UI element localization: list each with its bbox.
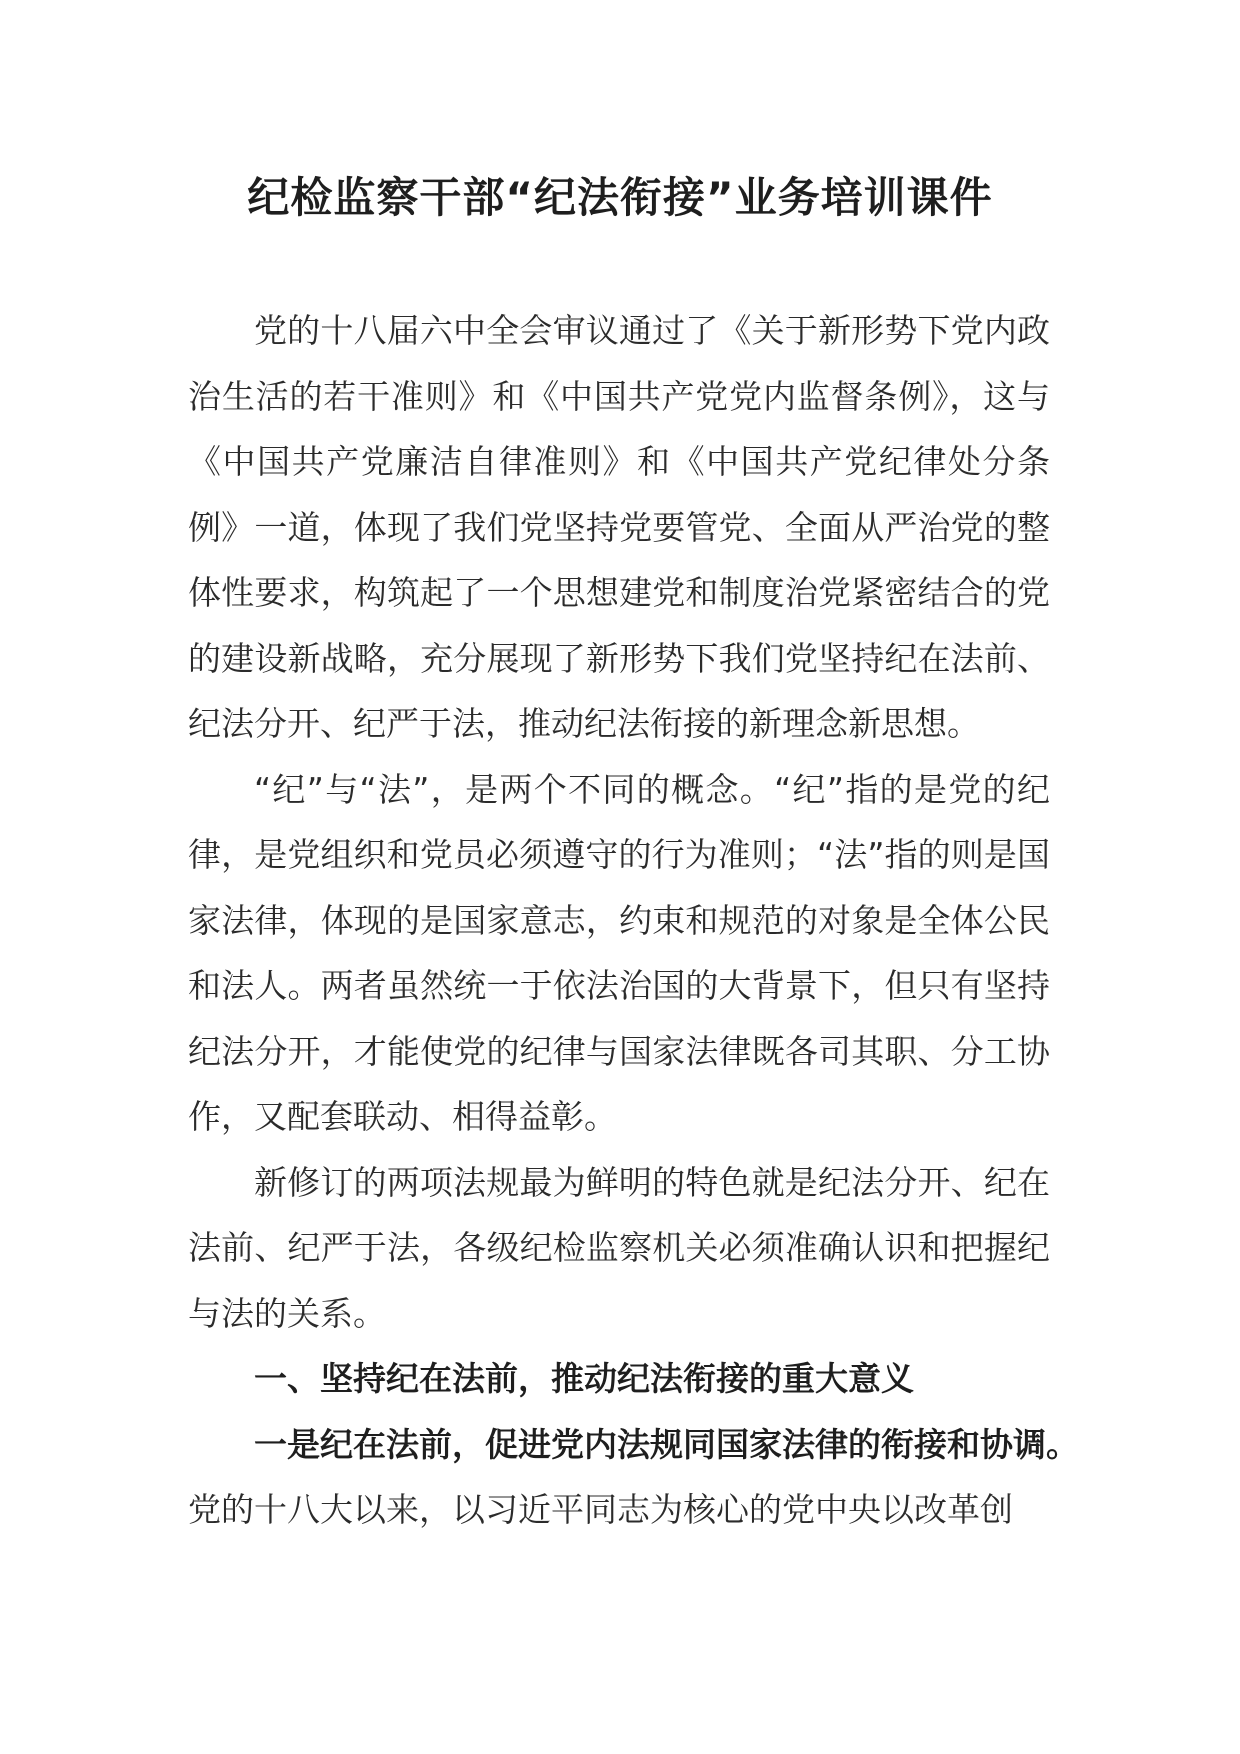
paragraph-2: “纪”与“法”，是两个不同的概念。“纪”指的是党的纪律，是党组织和党员必须遵守的行为准则；“法”指的则是国家法律，体现的是国家意志，约束和规范的对象是全体公民和法人。两者虽然统一于依法治国的大背景下，但只有坚持纪法分开，才能使党的纪律与国家法律既各司其职、分工协作，又配套联动、相得益彰。 [188,769,1050,1136]
paragraph-1: 党的十八届六中全会审议通过了《关于新形势下党内政治生活的若干准则》和《中国共产党党内监督条例》，这与《中国共产党廉洁自律准则》和《中国共产党纪律处分条例》一道，体现了我们党坚持党要管党、全面从严治党的整体性要求，构筑起了一个思想建党和制度治党紧密结合的党的建设新战略，充分展现了新形势下我们党坚持纪在法前、纪法分开、纪严于法，推动纪法衔接的新理念新思想。 [188,311,1050,743]
section-heading: 一、坚持纪在法前，推动纪法衔接的重大意义 [254,1359,914,1398]
document-title: 纪检监察干部“纪法衔接”业务培训课件 [247,173,993,222]
subsection-heading: 一是纪在法前，促进党内法规同国家法律的衔接和协调。 [254,1424,1079,1464]
subsection-text: 党的十八大以来，以习近平同志为核心的党中央以改革创 [188,1490,1013,1529]
paragraph-3: 新修订的两项法规最为鲜明的特色就是纪法分开、纪在法前、纪严于法，各级纪检监察机关必须准确认识和把握纪与法的关系。 [188,1162,1050,1333]
document-body [188,298,1079,1543]
